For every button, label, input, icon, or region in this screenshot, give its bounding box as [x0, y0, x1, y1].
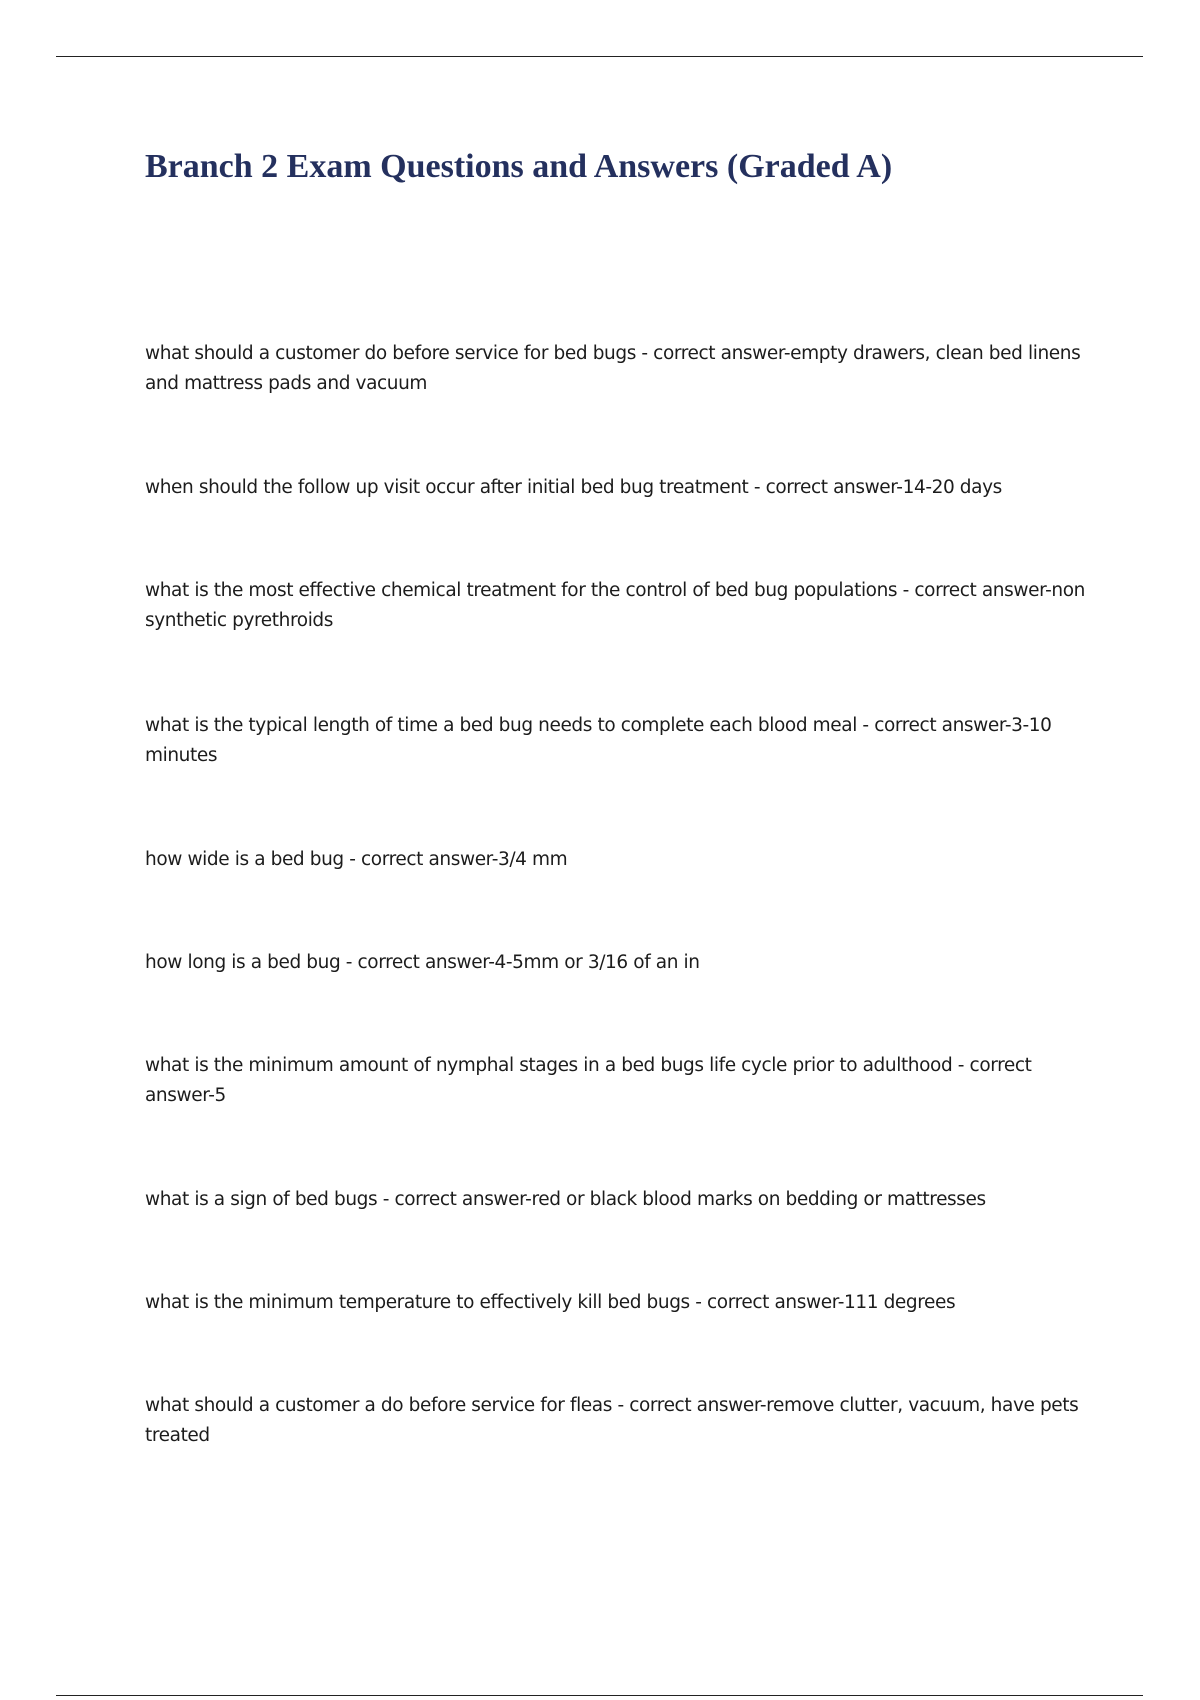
- question-5: how wide is a bed bug - correct answer-3/4 mm: [145, 849, 568, 870]
- bottom-divider: [56, 1695, 1143, 1696]
- question-8: what is a sign of bed bugs - correct answer-red or black blood marks on bedding or mattresses: [145, 1189, 986, 1210]
- question-1: what should a customer do before service for bed bugs - correct answer-empty drawers, clean bed linens and mattress pads and vacuum: [145, 343, 1081, 394]
- question-3: what is the most effective chemical treatment for the control of bed bug populations - correct answer-non synthetic pyrethroids: [145, 580, 1085, 631]
- top-divider: [56, 56, 1143, 57]
- question-6: how long is a bed bug - correct answer-4-5mm or 3/16 of an in: [145, 952, 700, 973]
- question-7: what is the minimum amount of nymphal stages in a bed bugs life cycle prior to adulthood - correct answer-5: [145, 1055, 1032, 1106]
- question-2: when should the follow up visit occur after initial bed bug treatment - correct answer-14-20 days: [145, 477, 1002, 498]
- document-title: Branch 2 Exam Questions and Answers (Graded A): [145, 148, 893, 185]
- question-9: what is the minimum temperature to effectively kill bed bugs - correct answer-111 degrees: [145, 1292, 956, 1313]
- question-10: what should a customer a do before service for fleas - correct answer-remove clutter, vacuum, have pets treated: [145, 1395, 1079, 1446]
- question-4: what is the typical length of time a bed bug needs to complete each blood meal - correct answer-3-10 minutes: [145, 715, 1052, 766]
